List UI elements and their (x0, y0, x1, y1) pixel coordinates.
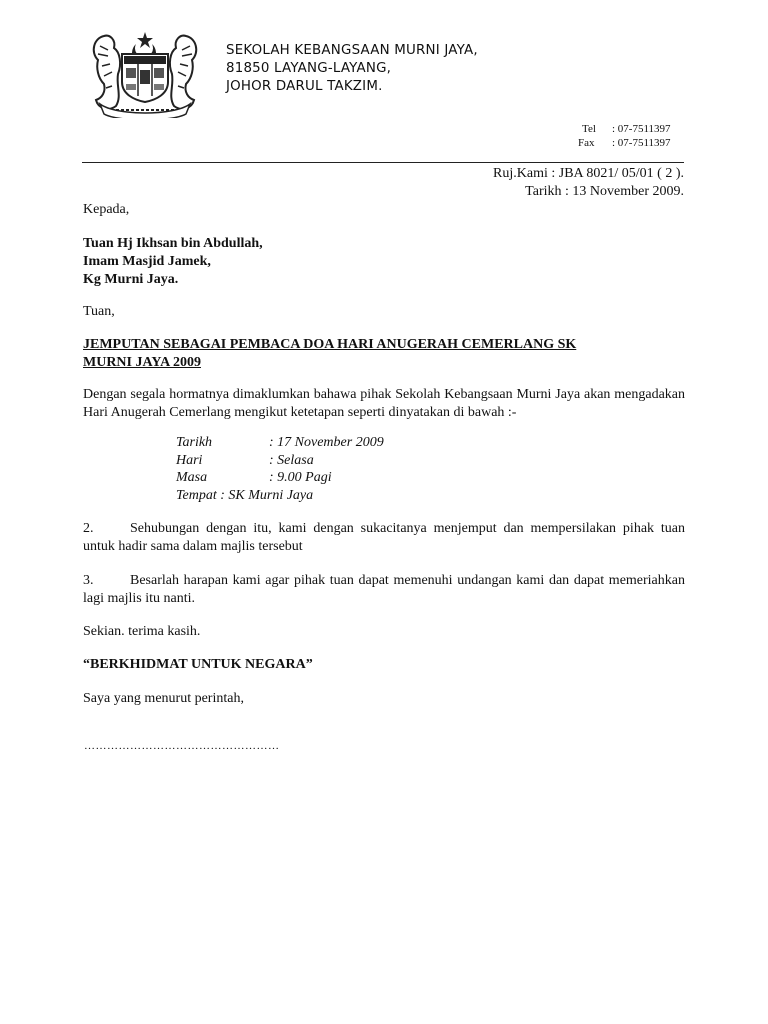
detail-time-label: Masa (176, 470, 208, 485)
coat-of-arms-logo (86, 30, 204, 118)
subject-line-1: JEMPUTAN SEBAGAI PEMBACA DOA HARI ANUGERAH CEMERLANG SK (83, 337, 577, 352)
closing-line: Sekian. terima kasih. (83, 624, 201, 639)
detail-day-label: Hari (176, 452, 203, 468)
contact-info (578, 122, 671, 150)
postcode-town: 81850 LAYANG-LAYANG, (226, 61, 392, 76)
header-divider (82, 162, 684, 163)
detail-date-value: : 17 November 2009 (269, 435, 384, 450)
detail-date-row (176, 434, 384, 452)
reference-block (493, 165, 684, 201)
school-name: SEKOLAH KEBANGSAAN MURNI JAYA, (226, 43, 478, 58)
recipient-place: Kg Murni Jaya. (83, 272, 179, 287)
paragraph-2 (83, 520, 685, 556)
detail-day-value: : Selasa (269, 452, 314, 468)
letter-subject (83, 336, 643, 372)
tel-row (578, 122, 671, 136)
school-address (226, 42, 478, 96)
fax-label: Fax (578, 137, 595, 149)
intro-paragraph: Dengan segala hormatnya dimaklumkan bahawa pihak Sekolah Kebangsaan Murni Jaya akan mengadakan Hari Anugerah Cemerlang mengikut ketetapan seperti dinyatakan di bawah :- (83, 387, 685, 420)
fax-row (578, 136, 671, 150)
recipient-block (83, 235, 263, 289)
motto: “BERKHIDMAT UNTUK NEGARA” (83, 657, 313, 672)
detail-day-row (176, 452, 384, 470)
fax-value: : 07-7511397 (612, 137, 671, 149)
detail-venue: Tempat : SK Murni Jaya (176, 487, 314, 503)
detail-time-row (176, 469, 384, 487)
event-details (176, 434, 384, 504)
detail-date-label: Tarikh (176, 435, 213, 450)
paragraph-3-text: Besarlah harapan kami agar pihak tuan dapat memenuhi undangan kami dan dapat memeriahkan lagi majlis itu nanti. (83, 573, 685, 606)
detail-time-value: : 9.00 Pagi (269, 470, 332, 485)
paragraph-3 (83, 572, 685, 608)
paragraph-2-text: Sehubungan dengan itu, kami dengan sukacitanya menjemput dan mempersilakan pihak tuan untuk hadir sama dalam majlis tersebut (83, 521, 685, 554)
recipient-name: Tuan Hj Ikhsan bin Abdullah, (83, 236, 263, 251)
tel-label: Tel (582, 123, 596, 135)
greeting: Tuan, (83, 304, 115, 319)
recipient-title: Imam Masjid Jamek, (83, 254, 211, 269)
salutation-to: Kepada, (83, 202, 130, 217)
reference-number: Ruj.Kami : JBA 8021/ 05/01 ( 2 ). (493, 166, 684, 181)
sign-off: Saya yang menurut perintah, (83, 691, 244, 706)
tel-value: : 07-7511397 (612, 123, 671, 135)
paragraph-3-number: 3. (83, 573, 94, 588)
signature-line: …………………………………………… (84, 740, 280, 752)
letter-date: Tarikh : 13 November 2009. (525, 184, 684, 199)
subject-line-2: MURNI JAYA 2009 (83, 355, 201, 370)
paragraph-2-number: 2. (83, 521, 94, 536)
state-name: JOHOR DARUL TAKZIM. (226, 79, 383, 94)
